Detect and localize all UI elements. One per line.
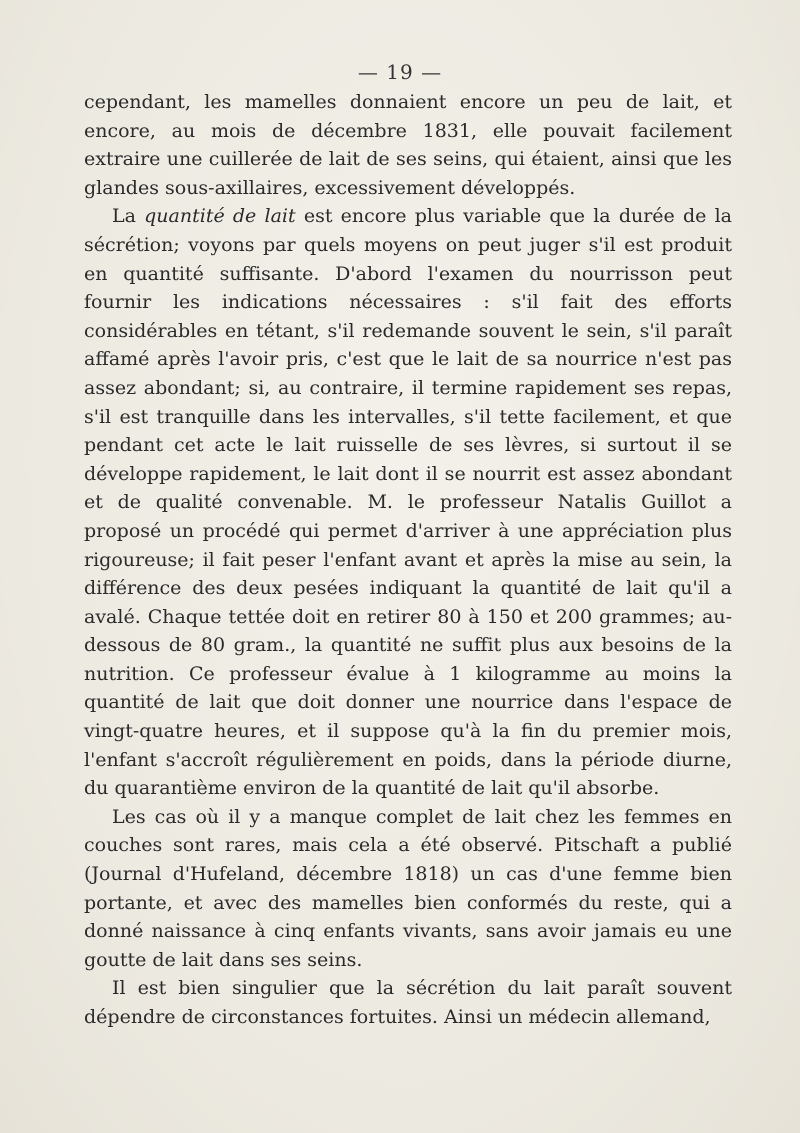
paragraph-3 xyxy=(84,803,732,975)
paragraph-1-text: cependant, les mamelles donnaient encore un peu de lait, et encore, au mois de décembre 1831, elle pouvait facilement extraire une cuillerée de lait de ses seins, qui étaient, ainsi que les glandes sous-axillaires, excessivement développés. xyxy=(84,91,732,199)
paragraph-2-text: est encore plus variable que la durée de la sécrétion; voyons par quels moyens on peut juger s'il est produit en quantité suffisante. D'abord l'examen du nourrisson peut fournir les indications nécessaires : s'il fait des efforts considérables en tétant, s'il redemande souvent le sein, s'il paraît affamé après l'avoir pris, c'est que le lait de sa nourrice n'est pas assez abondant; si, au contraire, il termine rapidement ses repas, s'il est tranquille dans les intervalles, s'il tette facilement, et que pendant cet acte le lait ruisselle de ses lèvres, si surtout il se développe rapidement, le lait dont il se nourrit est assez abondant et de qualité convenable. M. le professeur Natalis Guillot a proposé un procédé qui permet d'arriver à une appréciation plus rigoureuse; il fait peser l'enfant avant et après la mise au sein, la différence des deux pesées indiquant la quantité de lait qu'il a avalé. Chaque tettée doit en retirer 80 à 150 et 200 grammes; au-dessous de 80 gram., la quantité ne suffit plus aux besoins de la nutrition. Ce professeur évalue à 1 kilogramme au moins la quantité de lait que doit donner une nourrice dans l'espace de vingt-quatre heures, et il suppose qu'à la fin du premier mois, l'enfant s'accroît régulièrement en poids, dans la période diurne, du quarantième environ de la quantité de lait qu'il absorbe. xyxy=(84,205,732,800)
paragraph-2-emphasis: quantité de lait xyxy=(144,205,296,228)
paragraph-3-text: Les cas où il y a manque complet de lait chez les femmes en couches sont rares, mais cela a été observé. Pitschaft a publié (Journal d'Hufeland, décembre 1818) un cas d'une femme bien portante, et avec des mamelles bien conformés du reste, qui a donné naissance à cinq enfants vivants, sans avoir jamais eu une goutte de lait dans ses seins. xyxy=(84,805,732,971)
page-number: — 19 — xyxy=(357,60,443,84)
paragraph-2-lead: La xyxy=(112,205,145,228)
paragraph-4-text: Il est bien singulier que la sécrétion du lait paraît souvent dépendre de circonstances fortuites. Ainsi un médecin allemand, xyxy=(84,977,732,1028)
paragraph-1 xyxy=(84,88,732,202)
paragraph-2 xyxy=(84,202,732,802)
body-text xyxy=(84,88,732,1032)
paragraph-4 xyxy=(84,974,732,1031)
